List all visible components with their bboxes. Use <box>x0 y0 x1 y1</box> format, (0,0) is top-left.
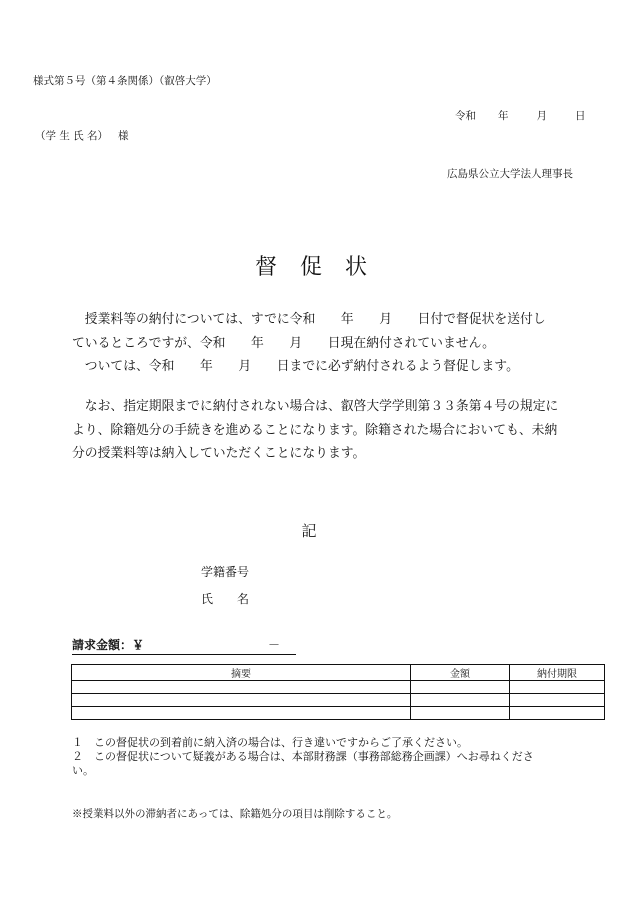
column-header-amount: 金額 <box>411 665 510 681</box>
issuer: 広島県公立大学法人理事長 <box>447 168 573 180</box>
table-cell <box>411 707 510 720</box>
note-item: ２ この督促状について疑義がある場合は、本部財務課（事務部総務企画課）へお尋ねくださ <box>72 750 534 763</box>
table-cell <box>72 681 411 694</box>
name-label: 氏 名 <box>201 592 250 606</box>
body-line: より、除籍処分の手続きを進めることになります。除籍された場合においても、未納 <box>72 422 558 438</box>
footnote: ※授業料以外の滞納者にあっては、除籍処分の項目は削除すること。 <box>72 808 398 820</box>
date-month: 月 <box>536 110 547 122</box>
ki-heading: 記 <box>301 522 317 540</box>
body-paragraph-1 <box>72 308 546 379</box>
note-item: い。 <box>72 764 94 777</box>
date-day: 日 <box>575 110 586 122</box>
billing-label: 請求金額：￥ <box>72 638 145 652</box>
recipient-line <box>35 128 129 143</box>
table-cell <box>411 681 510 694</box>
column-header-summary: 摘要 <box>72 665 411 681</box>
table-cell <box>72 694 411 707</box>
issue-date <box>455 108 586 123</box>
table-cell <box>510 681 605 694</box>
billing-dash: － <box>268 638 281 652</box>
table-cell <box>411 694 510 707</box>
table-cell <box>510 707 605 720</box>
body-line: ついては、令和 年 月 日までに必ず納付されるよう督促します。 <box>72 359 519 374</box>
recipient-name: （学 生 氏 名） <box>35 130 109 142</box>
body-line: 授業料等の納付については、すでに令和 年 月 日付で督促状を送付し <box>72 312 546 327</box>
document-title: 督 促 状 <box>255 255 375 280</box>
note-item: １ この督促状の到着前に納入済の場合は、行き違いですからご了承ください。 <box>72 736 468 749</box>
date-era: 令和 <box>455 110 476 122</box>
table-cell <box>72 707 411 720</box>
body-line: ているところですが、令和 年 月 日現在納付されていません。 <box>72 335 495 351</box>
table-cell <box>510 694 605 707</box>
body-line: 分の授業料等は納入していただくことになります。 <box>72 446 366 461</box>
honorific: 様 <box>118 130 129 142</box>
table-row <box>72 681 605 694</box>
form-number: 様式第５号（第４条関係）（叡啓大学） <box>33 75 217 87</box>
body-paragraph-2 <box>72 395 558 466</box>
billing-amount <box>72 636 296 655</box>
body-line: なお、指定期限までに納付されない場合は、叡啓大学学則第３３条第４号の規定に <box>72 399 559 414</box>
column-header-deadline: 納付期限 <box>510 665 605 681</box>
fee-table <box>71 664 605 720</box>
table-row <box>72 694 605 707</box>
table-row <box>72 707 605 720</box>
notes <box>72 736 592 778</box>
registration-number-label: 学籍番号 <box>201 565 250 579</box>
date-year: 年 <box>498 110 509 122</box>
table-header-row <box>72 665 605 681</box>
